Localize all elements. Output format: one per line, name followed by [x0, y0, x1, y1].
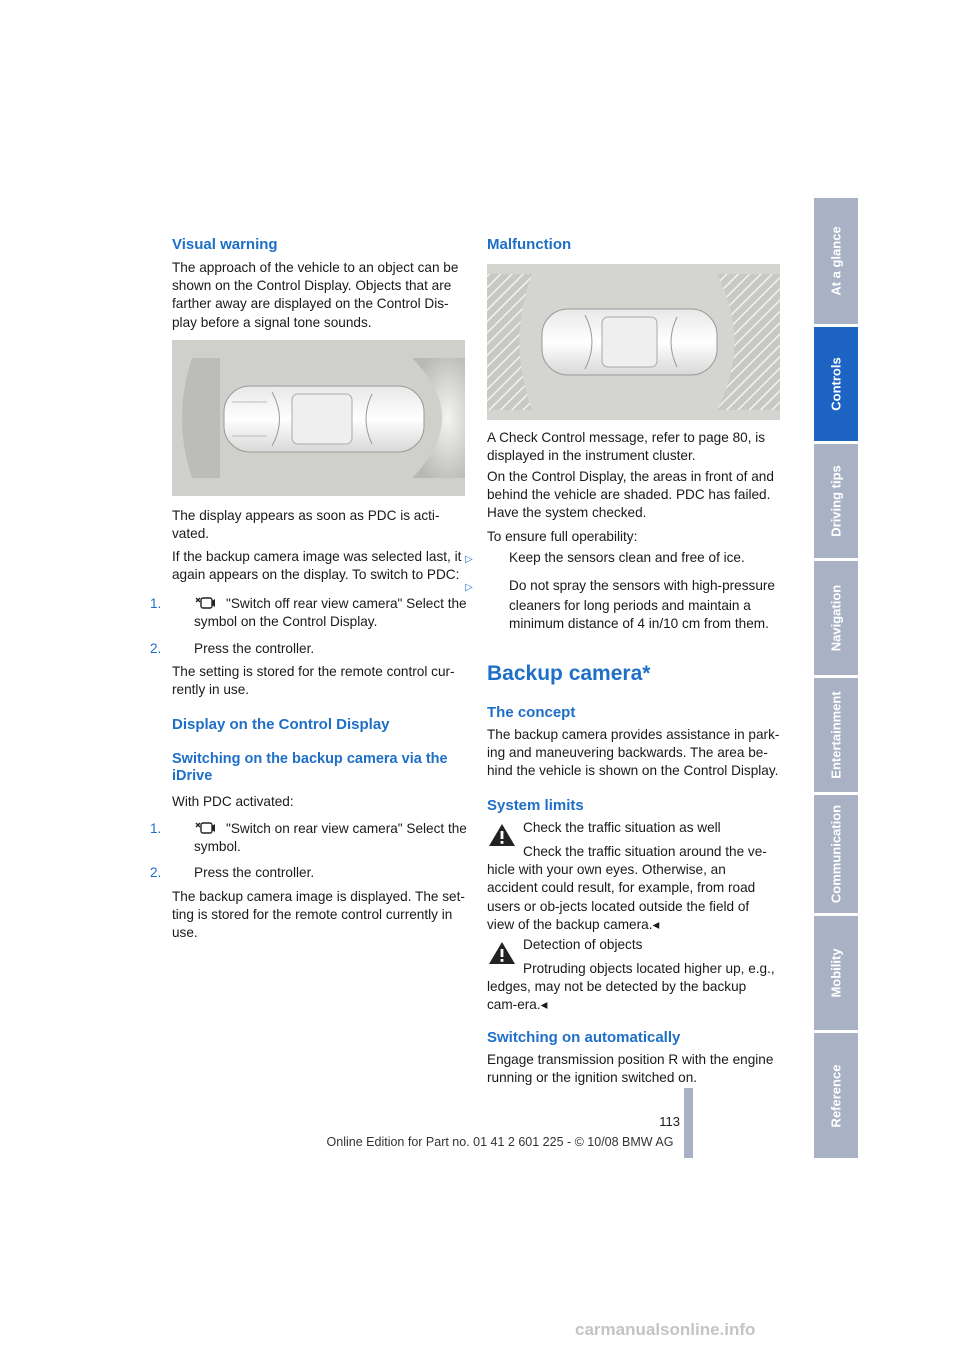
- footer-edition: Online Edition for Part no. 01 41 2 601 225 - © 10/08 BMW AG: [326, 1135, 674, 1149]
- warning-2-title: Detection of objects: [523, 937, 643, 952]
- switching-auto-heading: Switching on automatically: [487, 1029, 681, 1046]
- backup-selected-text: If the backup camera image was selected last, it again appears on the display. To switch to PDC:: [172, 549, 462, 583]
- tab-navigation[interactable]: Navigation: [814, 561, 858, 675]
- display-appears-text: The display appears as soon as PDC is acti-vated.: [172, 508, 440, 542]
- bullet-item: ▷ Do not spray the sensors with high-pressure cleaners for long periods and maintain a minimum distance of 4 in/10 cm from them.: [465, 578, 775, 632]
- warning-1-title: Check the traffic situation as well: [523, 820, 721, 835]
- ensure-text: To ensure full operability:: [487, 529, 638, 544]
- areas-shaded-text: On the Control Display, the areas in front of and behind the vehicle are shaded. PDC has failed. Have the system checked.: [487, 469, 774, 521]
- tab-mobility[interactable]: Mobility: [814, 916, 858, 1030]
- step-number: 1.: [150, 821, 162, 836]
- with-pdc-text: With PDC activated:: [172, 794, 294, 809]
- watermark: carmanualsonline.info: [575, 1320, 756, 1339]
- triangle-bullet-icon: ▷: [465, 554, 473, 565]
- tab-controls[interactable]: Controls: [814, 327, 858, 441]
- tab-at-a-glance[interactable]: At a glance: [814, 198, 858, 324]
- step-1-pdc: [150, 595, 487, 631]
- setting-stored-text: The setting is stored for the remote control cur-rently in use.: [172, 664, 455, 698]
- step-2-camera: [150, 864, 487, 882]
- camera-displayed-text: The backup camera image is displayed. The set-ting is stored for the remote control currently in use.: [172, 889, 465, 941]
- triangle-bullet-icon: ▷: [465, 582, 473, 593]
- backup-camera-heading: Backup camera*: [487, 662, 651, 685]
- bullet-item: ▷ Keep the sensors clean and free of ice.: [487, 549, 802, 569]
- step-text: Press the controller.: [194, 865, 315, 880]
- visual-warning-heading: Visual warning: [172, 236, 278, 253]
- concept-text: The backup camera provides assistance in park-ing and maneuvering backwards. The area be-hind the vehicle is shown on the Control Display.: [487, 727, 780, 779]
- tab-entertainment[interactable]: Entertainment: [814, 678, 858, 792]
- switching-heading: Switching on the backup camera via the iDrive: [172, 751, 448, 784]
- step-2-pdc: [150, 640, 487, 658]
- step-number: 1.: [150, 596, 162, 611]
- camera-icon: [194, 596, 216, 610]
- step-text: Press the controller.: [194, 641, 315, 656]
- warning-1-text: Check the traffic situation around the ve-hicle with your own eyes. Otherwise, an accident could result, for example, from road users or ob-jects located outside the field of view of the backup camera.◂: [487, 844, 767, 932]
- step-number: 2.: [150, 641, 162, 656]
- warning-2-text: Protruding objects located higher up, e.g., ledges, may not be detected by the backup cam-era.◂: [487, 961, 775, 1013]
- step-text: "Switch on rear view camera" Select the symbol.: [194, 821, 467, 855]
- camera-icon: [194, 821, 216, 835]
- visual-warning-text: The approach of the vehicle to an object can be shown on the Control Display. Objects that are farther away are displayed on the Control Dis-play before a signal tone sounds.: [172, 260, 459, 330]
- concept-heading: The concept: [487, 704, 576, 721]
- tab-reference[interactable]: Reference: [814, 1033, 858, 1158]
- malfunction-heading: Malfunction: [487, 236, 572, 253]
- check-control-text: A Check Control message, refer to page 80, is displayed in the instrument cluster.: [487, 430, 766, 464]
- step-text: "Switch off rear view camera" Select the symbol on the Control Display.: [194, 596, 467, 630]
- page-number: 113: [659, 1114, 680, 1129]
- step-number: 2.: [150, 865, 162, 880]
- tab-driving-tips[interactable]: Driving tips: [814, 444, 858, 558]
- pdc-malfunction-image: [487, 264, 780, 420]
- pdc-visual-warning-image: [172, 340, 465, 496]
- step-1-camera: [150, 820, 487, 856]
- switching-auto-text: Engage transmission position R with the engine running or the ignition switched on.: [487, 1052, 774, 1086]
- display-control-heading: Display on the Control Display: [172, 716, 390, 733]
- tab-communication[interactable]: Communication: [814, 795, 858, 913]
- system-limits-heading: System limits: [487, 797, 584, 814]
